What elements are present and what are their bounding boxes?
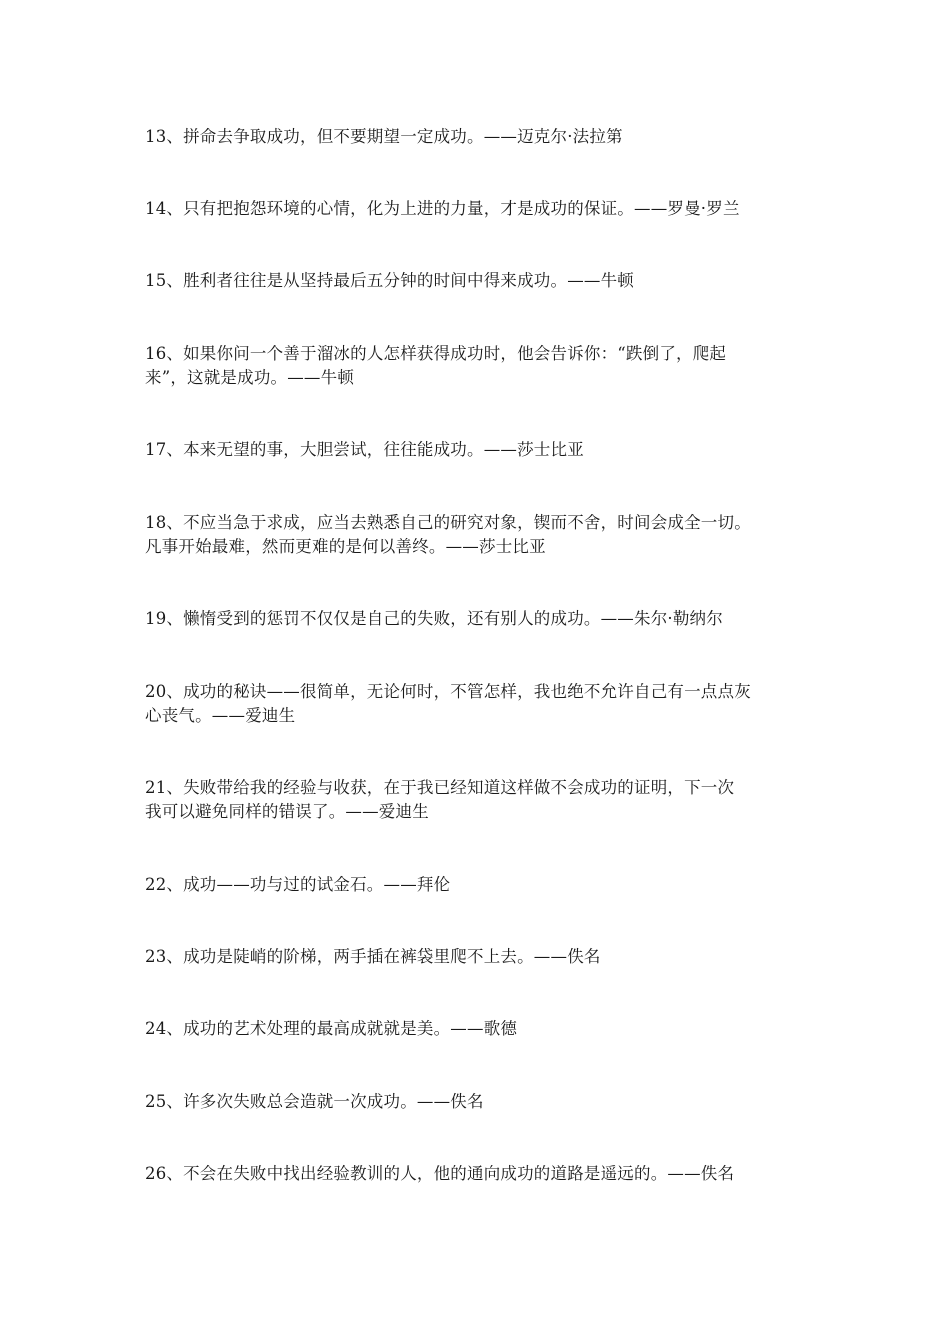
quote-line: 24、成功的艺术处理的最高成就就是美。——歌德 (145, 1019, 518, 1038)
quote-line: 14、只有把抱怨环境的心情，化为上进的力量，才是成功的保证。——罗曼·罗兰 (145, 199, 740, 218)
quote-line: 凡事开始最难，然而更难的是何以善终。——莎士比亚 (145, 537, 546, 556)
quote-line: 23、成功是陡峭的阶梯，两手插在裤袋里爬不上去。——佚名 (145, 947, 601, 966)
quote-line: 21、失败带给我的经验与收获，在于我已经知道这样做不会成功的证明，下一次 (145, 778, 735, 797)
quote-17 (145, 438, 810, 462)
quote-19 (145, 607, 810, 631)
quote-24 (145, 1017, 810, 1041)
quote-line: 我可以避免同样的错误了。——爱迪生 (145, 802, 429, 821)
quote-line: 26、不会在失败中找出经验教训的人，他的通向成功的道路是遥远的。——佚名 (145, 1164, 735, 1183)
quote-22 (145, 873, 810, 897)
quote-line: 16、如果你问一个善于溜冰的人怎样获得成功时，他会告诉你：“跌倒了，爬起 (145, 344, 727, 363)
quote-line: 15、胜利者往往是从坚持最后五分钟的时间中得来成功。——牛顿 (145, 271, 634, 290)
quote-line: 25、许多次失败总会造就一次成功。——佚名 (145, 1092, 484, 1111)
quote-line: 来”，这就是成功。——牛顿 (145, 368, 355, 387)
quote-21 (145, 776, 810, 824)
quote-15 (145, 269, 810, 293)
quote-line: 19、懒惰受到的惩罚不仅仅是自己的失败，还有别人的成功。——朱尔·勒纳尔 (145, 609, 723, 628)
quote-14 (145, 197, 810, 221)
quote-25 (145, 1090, 810, 1114)
quote-line: 心丧气。——爱迪生 (145, 706, 296, 725)
quote-line: 22、成功——功与过的试金石。——拜伦 (145, 875, 451, 894)
quote-13 (145, 125, 810, 149)
quote-line: 13、拼命去争取成功，但不要期望一定成功。——迈克尔·法拉第 (145, 127, 623, 146)
quote-16 (145, 342, 810, 390)
quote-line: 18、不应当急于求成，应当去熟悉自己的研究对象，锲而不舍，时间会成全一切。 (145, 513, 751, 532)
quote-line: 17、本来无望的事，大胆尝试，往往能成功。——莎士比亚 (145, 440, 584, 459)
quote-26 (145, 1162, 810, 1186)
quote-20 (145, 680, 810, 728)
quote-line: 20、成功的秘诀——很简单，无论何时，不管怎样，我也绝不允许自己有一点点灰 (145, 682, 751, 701)
quote-18 (145, 511, 810, 559)
quote-23 (145, 945, 810, 969)
